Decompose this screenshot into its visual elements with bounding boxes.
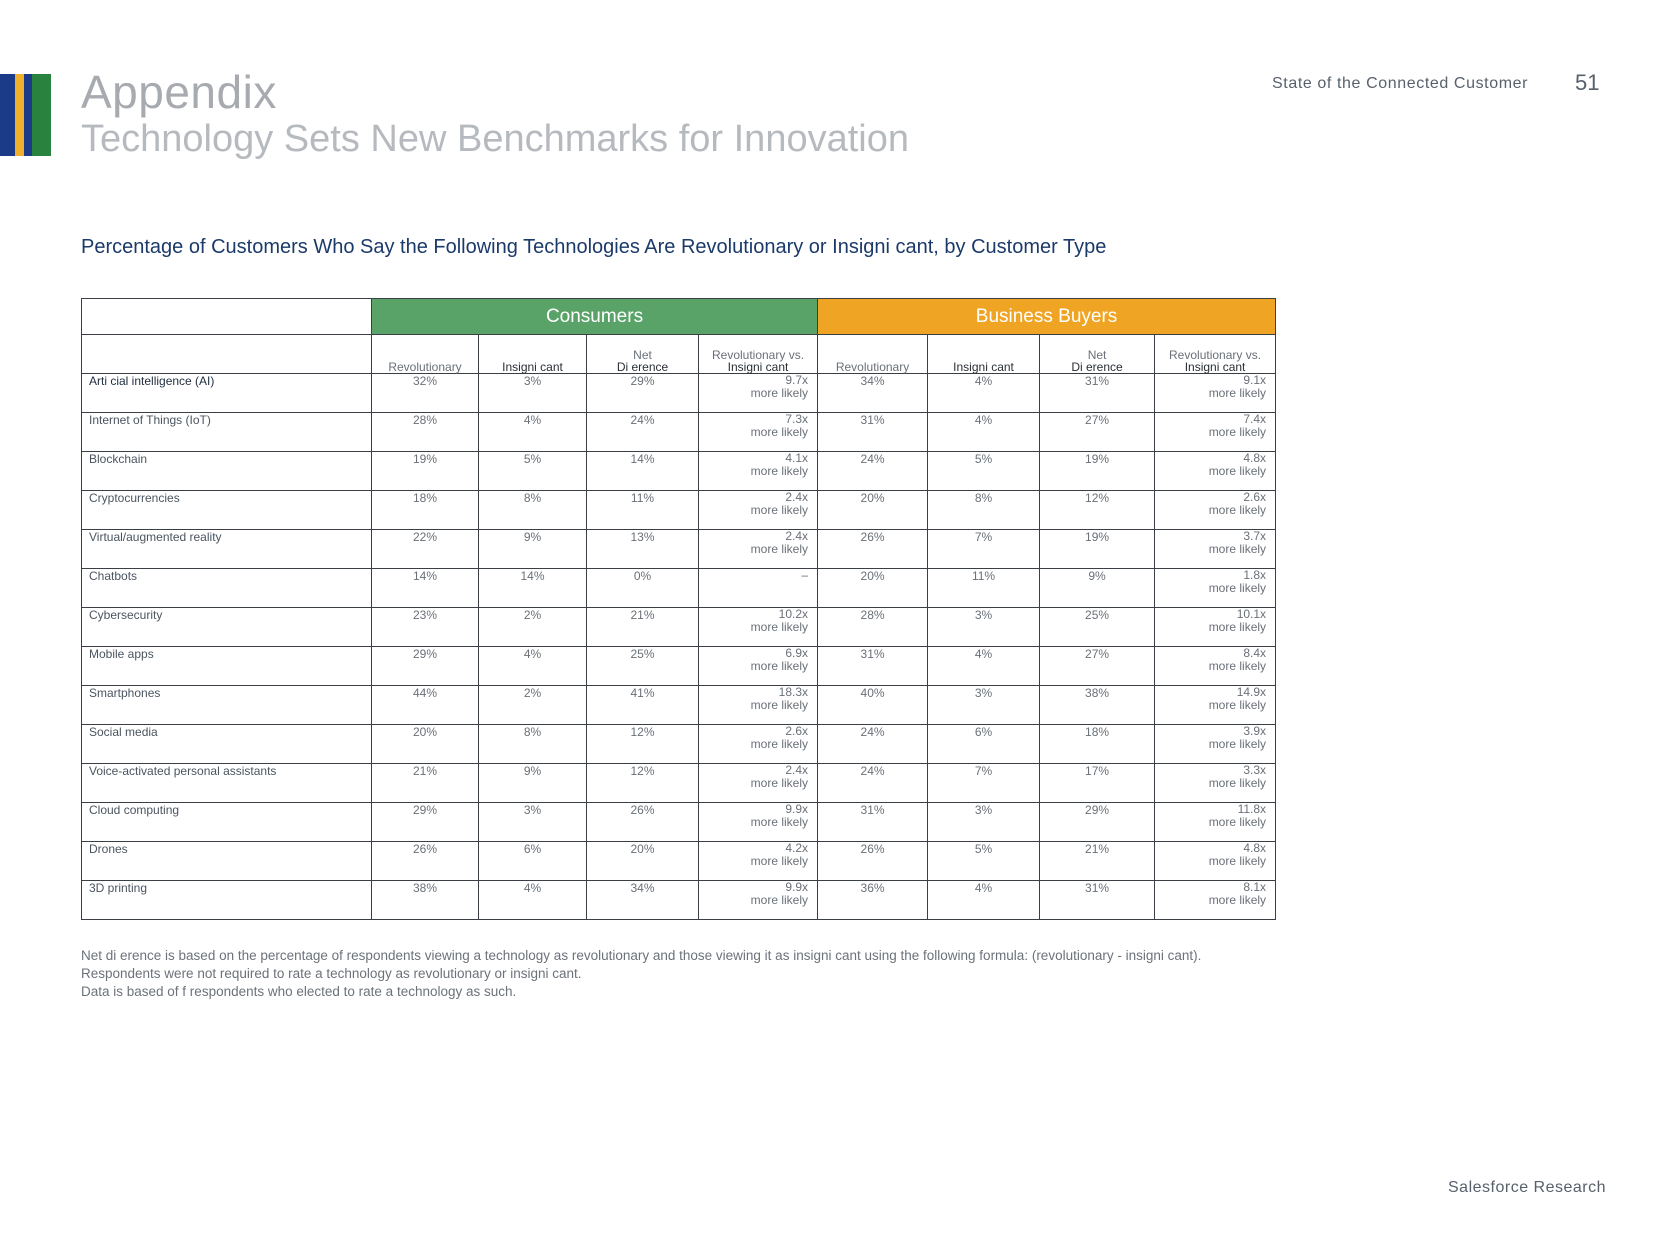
ratio-cell xyxy=(699,413,818,452)
col-consumers-insignificant xyxy=(479,335,587,374)
table-title: Percentage of Customers Who Say the Following Technologies Are Revolutionary or Insigni cant, by Customer Type xyxy=(81,236,1107,258)
more-likely-label: more likely xyxy=(750,815,809,829)
percent-cell: 41% xyxy=(587,686,699,725)
col-vs-line2: Insigni cant xyxy=(1184,360,1246,374)
ratio-value: 3.9x xyxy=(1243,724,1267,738)
ratio-value: 2.6x xyxy=(1243,490,1267,504)
subheader-blank xyxy=(82,335,372,374)
percent-cell: 24% xyxy=(818,452,928,491)
footnote: Respondents were not required to rate a technology as revolutionary or insigni cant. xyxy=(81,966,582,981)
more-likely-label: more likely xyxy=(750,620,809,634)
accent-bar-yellow xyxy=(15,74,24,156)
accent-bars xyxy=(0,74,51,156)
col-vs-line1: Revolutionary vs. xyxy=(711,348,805,362)
ratio-cell xyxy=(699,452,818,491)
row-label: Social media xyxy=(82,725,372,764)
col-vs-line2: Insigni cant xyxy=(727,360,789,374)
percent-cell: 9% xyxy=(479,530,587,569)
ratio-cell xyxy=(1155,842,1276,881)
percent-cell: 32% xyxy=(372,374,479,413)
ratio-cell xyxy=(1155,725,1276,764)
ratio-value: 6.9x xyxy=(785,646,809,660)
report-name: State of the Connected Customer xyxy=(1272,75,1529,92)
percent-cell: 4% xyxy=(928,881,1040,920)
percent-cell: 29% xyxy=(1040,803,1155,842)
percent-cell: 29% xyxy=(372,647,479,686)
percent-cell: 26% xyxy=(372,842,479,881)
table-row xyxy=(82,842,1276,881)
ratio-cell xyxy=(699,764,818,803)
ratio-cell xyxy=(699,803,818,842)
ratio-value: 8.4x xyxy=(1243,646,1267,660)
row-label: Voice-activated personal assistants xyxy=(82,764,372,803)
group-header-blank xyxy=(82,299,372,335)
percent-cell: 3% xyxy=(928,686,1040,725)
percent-cell: 20% xyxy=(818,491,928,530)
percent-cell: 22% xyxy=(372,530,479,569)
table-row xyxy=(82,530,1276,569)
ratio-value: 2.4x xyxy=(785,763,809,777)
ratio-value: 7.3x xyxy=(785,412,809,426)
page-title: Appendix xyxy=(81,66,277,118)
col-net-line2: Di erence xyxy=(1071,360,1123,374)
percent-cell: 20% xyxy=(818,569,928,608)
ratio-value: 4.1x xyxy=(785,451,809,465)
percent-cell: 24% xyxy=(818,764,928,803)
row-label: Virtual/augmented reality xyxy=(82,530,372,569)
percent-cell: 12% xyxy=(587,764,699,803)
percent-cell: 44% xyxy=(372,686,479,725)
table-row xyxy=(82,608,1276,647)
percent-cell: 19% xyxy=(372,452,479,491)
ratio-cell xyxy=(699,491,818,530)
ratio-value: 9.9x xyxy=(785,880,809,894)
percent-cell: 27% xyxy=(1040,413,1155,452)
percent-cell: 31% xyxy=(818,413,928,452)
percent-cell: 4% xyxy=(479,413,587,452)
col-net-line2: Di erence xyxy=(616,360,669,374)
ratio-value: 3.7x xyxy=(1243,529,1267,543)
ratio-value: 14.9x xyxy=(1236,685,1267,699)
row-label: Cybersecurity xyxy=(82,608,372,647)
col-business-insignificant-label: Insigni cant xyxy=(953,360,1014,374)
row-label: Blockchain xyxy=(82,452,372,491)
footnote: Data is based of f respondents who elected to rate a technology as such. xyxy=(81,984,517,999)
ratio-cell xyxy=(1155,686,1276,725)
percent-cell: 20% xyxy=(372,725,479,764)
percent-cell: 28% xyxy=(818,608,928,647)
percent-cell: 6% xyxy=(928,725,1040,764)
more-likely-label: more likely xyxy=(750,737,809,751)
ratio-value: 9.1x xyxy=(1243,373,1267,387)
percent-cell: 34% xyxy=(587,881,699,920)
percent-cell: 23% xyxy=(372,608,479,647)
more-likely-label: more likely xyxy=(750,854,809,868)
table-row xyxy=(82,764,1276,803)
percent-cell: 9% xyxy=(1040,569,1155,608)
ratio-cell xyxy=(1155,374,1276,413)
more-likely-label: more likely xyxy=(1208,503,1267,517)
more-likely-label: more likely xyxy=(1208,620,1267,634)
row-label: Cloud computing xyxy=(82,803,372,842)
percent-cell: 5% xyxy=(479,452,587,491)
col-business-net xyxy=(1040,335,1155,374)
percent-cell: 5% xyxy=(928,452,1040,491)
percent-cell: 25% xyxy=(587,647,699,686)
accent-bar-blue-2 xyxy=(24,74,32,156)
row-label: Mobile apps xyxy=(82,647,372,686)
percent-cell: 4% xyxy=(928,374,1040,413)
percent-cell: 12% xyxy=(587,725,699,764)
percent-cell: 4% xyxy=(479,647,587,686)
percent-cell: 26% xyxy=(818,530,928,569)
ratio-cell xyxy=(699,842,818,881)
percent-cell: 24% xyxy=(587,413,699,452)
percent-cell: 21% xyxy=(372,764,479,803)
more-likely-label: more likely xyxy=(1208,425,1267,439)
ratio-value: 2.6x xyxy=(785,724,809,738)
ratio-value: 10.2x xyxy=(778,607,809,621)
percent-cell: 36% xyxy=(818,881,928,920)
more-likely-label: more likely xyxy=(1208,776,1267,790)
ratio-cell xyxy=(699,725,818,764)
percent-cell: 31% xyxy=(818,647,928,686)
ratio-cell xyxy=(1155,881,1276,920)
percent-cell: 31% xyxy=(1040,881,1155,920)
row-label: 3D printing xyxy=(82,881,372,920)
more-likely-label: more likely xyxy=(1208,386,1267,400)
col-business-ratio xyxy=(1155,335,1276,374)
technology-table xyxy=(81,298,1276,920)
percent-cell: 9% xyxy=(479,764,587,803)
percent-cell: 7% xyxy=(928,764,1040,803)
percent-cell: 34% xyxy=(818,374,928,413)
more-likely-label: more likely xyxy=(750,776,809,790)
more-likely-label: more likely xyxy=(1208,854,1267,868)
table-row xyxy=(82,374,1276,413)
percent-cell: 6% xyxy=(479,842,587,881)
percent-cell: 3% xyxy=(928,608,1040,647)
table-row xyxy=(82,569,1276,608)
percent-cell: 8% xyxy=(479,491,587,530)
percent-cell: 21% xyxy=(1040,842,1155,881)
percent-cell: 12% xyxy=(1040,491,1155,530)
accent-bar-green xyxy=(32,74,51,156)
ratio-cell xyxy=(1155,491,1276,530)
more-likely-label: more likely xyxy=(750,698,809,712)
percent-cell: 3% xyxy=(928,803,1040,842)
ratio-cell xyxy=(699,569,818,608)
percent-cell: 2% xyxy=(479,608,587,647)
row-label: Smartphones xyxy=(82,686,372,725)
more-likely-label: more likely xyxy=(1208,581,1267,595)
more-likely-label: more likely xyxy=(1208,815,1267,829)
more-likely-label: more likely xyxy=(750,386,809,400)
col-consumers-revolutionary: Revolutionary xyxy=(372,335,479,374)
percent-cell: 25% xyxy=(1040,608,1155,647)
more-likely-label: more likely xyxy=(750,503,809,517)
ratio-cell xyxy=(1155,608,1276,647)
percent-cell: 21% xyxy=(587,608,699,647)
percent-cell: 8% xyxy=(928,491,1040,530)
table-row xyxy=(82,452,1276,491)
percent-cell: 19% xyxy=(1040,452,1155,491)
col-vs-line1: Revolutionary vs. xyxy=(1169,348,1262,362)
ratio-value: – xyxy=(801,568,809,582)
page-number: 51 xyxy=(1575,70,1600,95)
ratio-value: 9.7x xyxy=(785,373,809,387)
more-likely-label: more likely xyxy=(1208,464,1267,478)
ratio-value: 2.4x xyxy=(785,490,809,504)
col-net-line1: Net xyxy=(1087,348,1107,362)
col-business-revolutionary: Revolutionary xyxy=(818,335,928,374)
percent-cell: 3% xyxy=(479,374,587,413)
percent-cell: 26% xyxy=(818,842,928,881)
percent-cell: 26% xyxy=(587,803,699,842)
percent-cell: 18% xyxy=(1040,725,1155,764)
percent-cell: 40% xyxy=(818,686,928,725)
percent-cell: 20% xyxy=(587,842,699,881)
row-label: Cryptocurrencies xyxy=(82,491,372,530)
table-row xyxy=(82,491,1276,530)
percent-cell: 4% xyxy=(928,413,1040,452)
table-row xyxy=(82,803,1276,842)
percent-cell: 29% xyxy=(372,803,479,842)
ratio-value: 4.8x xyxy=(1243,451,1267,465)
percent-cell: 3% xyxy=(479,803,587,842)
table-row xyxy=(82,647,1276,686)
ratio-cell xyxy=(699,608,818,647)
percent-cell: 2% xyxy=(479,686,587,725)
more-likely-label: more likely xyxy=(750,542,809,556)
ratio-cell xyxy=(1155,530,1276,569)
more-likely-label: more likely xyxy=(750,893,809,907)
percent-cell: 18% xyxy=(372,491,479,530)
page-subtitle: Technology Sets New Benchmarks for Innovation xyxy=(81,118,909,160)
ratio-cell xyxy=(1155,413,1276,452)
ratio-value: 4.8x xyxy=(1243,841,1267,855)
ratio-value: 18.3x xyxy=(778,685,809,699)
ratio-value: 8.1x xyxy=(1243,880,1267,894)
row-label: Drones xyxy=(82,842,372,881)
percent-cell: 4% xyxy=(928,647,1040,686)
ratio-value: 11.8x xyxy=(1237,802,1267,816)
more-likely-label: more likely xyxy=(1208,542,1267,556)
footer-brand: Salesforce Research xyxy=(1448,1179,1607,1196)
more-likely-label: more likely xyxy=(1208,737,1267,751)
percent-cell: 13% xyxy=(587,530,699,569)
col-net-line1: Net xyxy=(633,348,652,362)
ratio-cell xyxy=(1155,569,1276,608)
percent-cell: 24% xyxy=(818,725,928,764)
percent-cell: 14% xyxy=(372,569,479,608)
ratio-cell xyxy=(1155,764,1276,803)
percent-cell: 0% xyxy=(587,569,699,608)
table-row xyxy=(82,881,1276,920)
percent-cell: 7% xyxy=(928,530,1040,569)
col-business-insignificant xyxy=(928,335,1040,374)
ratio-cell xyxy=(699,881,818,920)
ratio-value: 10.1x xyxy=(1236,607,1267,621)
percent-cell: 17% xyxy=(1040,764,1155,803)
percent-cell: 31% xyxy=(1040,374,1155,413)
col-consumers-ratio xyxy=(699,335,818,374)
percent-cell: 11% xyxy=(587,491,699,530)
ratio-cell xyxy=(1155,803,1276,842)
percent-cell: 29% xyxy=(587,374,699,413)
percent-cell: 8% xyxy=(479,725,587,764)
col-consumers-net xyxy=(587,335,699,374)
footnotes xyxy=(81,947,1201,1001)
more-likely-label: more likely xyxy=(750,425,809,439)
ratio-value: 2.4x xyxy=(785,529,809,543)
more-likely-label: more likely xyxy=(1208,698,1267,712)
percent-cell: 38% xyxy=(1040,686,1155,725)
ratio-cell xyxy=(1155,647,1276,686)
percent-cell: 14% xyxy=(587,452,699,491)
ratio-value: 9.9x xyxy=(785,802,809,816)
footnote: Net di erence is based on the percentage of respondents viewing a technology as revolutionary and those viewing it as insigni cant using the following formula: (revolutionary - insigni cant). xyxy=(81,948,1202,963)
ratio-cell xyxy=(699,374,818,413)
row-label: Chatbots xyxy=(82,569,372,608)
more-likely-label: more likely xyxy=(1208,893,1267,907)
table-row xyxy=(82,413,1276,452)
ratio-cell xyxy=(1155,452,1276,491)
percent-cell: 27% xyxy=(1040,647,1155,686)
row-label: Arti cial intelligence (AI) xyxy=(82,374,372,413)
percent-cell: 38% xyxy=(372,881,479,920)
col-consumers-insignificant-label: Insigni cant xyxy=(502,360,563,374)
ratio-value: 3.3x xyxy=(1243,763,1267,777)
percent-cell: 31% xyxy=(818,803,928,842)
table-row xyxy=(82,725,1276,764)
percent-cell: 28% xyxy=(372,413,479,452)
accent-bar-blue xyxy=(0,74,15,156)
percent-cell: 5% xyxy=(928,842,1040,881)
more-likely-label: more likely xyxy=(750,659,809,673)
percent-cell: 14% xyxy=(479,569,587,608)
group-header-business-buyers: Business Buyers xyxy=(818,299,1276,335)
ratio-cell xyxy=(699,647,818,686)
more-likely-label: more likely xyxy=(1208,659,1267,673)
percent-cell: 4% xyxy=(479,881,587,920)
more-likely-label: more likely xyxy=(750,464,809,478)
ratio-value: 7.4x xyxy=(1243,412,1267,426)
percent-cell: 11% xyxy=(928,569,1040,608)
ratio-cell xyxy=(699,530,818,569)
percent-cell: 19% xyxy=(1040,530,1155,569)
ratio-value: 4.2x xyxy=(785,841,809,855)
ratio-cell xyxy=(699,686,818,725)
table-body xyxy=(82,374,1276,920)
row-label: Internet of Things (IoT) xyxy=(82,413,372,452)
ratio-value: 1.8x xyxy=(1243,568,1267,582)
group-header-consumers: Consumers xyxy=(372,299,818,335)
table-row xyxy=(82,686,1276,725)
